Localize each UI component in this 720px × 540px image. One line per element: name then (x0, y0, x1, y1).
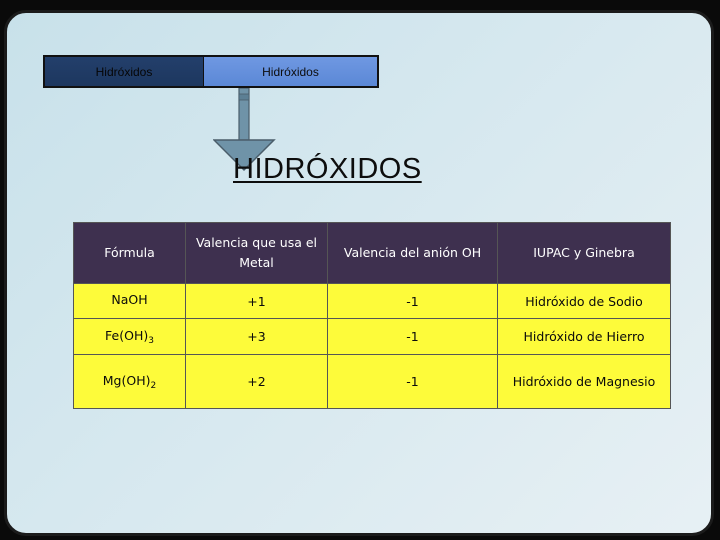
table-row (74, 355, 671, 409)
hydroxides-table (73, 222, 671, 409)
nav-tab-hidroxidos-2[interactable] (204, 57, 377, 86)
page-title: HIDRÓXIDOS (233, 153, 422, 185)
cell-valence-oh: -1 (328, 284, 498, 319)
table-row (74, 284, 671, 319)
slide (4, 10, 714, 536)
header-valence-metal: Valencia que usa el Metal (186, 223, 328, 284)
cell-valence-metal: +1 (186, 284, 328, 319)
header-valence-oh: Valencia del anión OH (328, 223, 498, 284)
cell-valence-metal: +2 (186, 355, 328, 409)
cell-valence-oh: -1 (328, 355, 498, 409)
cell-name: Hidróxido de Magnesio (498, 355, 671, 409)
nav-tab-label: Hidróxidos (95, 64, 153, 79)
table-header-row (74, 223, 671, 284)
cell-name: Hidróxido de Sodio (498, 284, 671, 319)
cell-formula: $Fe(OH)_3$ (74, 319, 186, 355)
header-formula: Fórmula (74, 223, 186, 284)
cell-name: Hidróxido de Hierro (498, 319, 671, 355)
header-iupac-name: IUPAC y Ginebra (498, 223, 671, 284)
nav-tab-label: Hidróxidos (262, 64, 319, 79)
nav-tab-hidroxidos-1[interactable] (45, 57, 204, 86)
cell-valence-metal: +3 (186, 319, 328, 355)
cell-formula: $Mg(OH)_2$ (74, 355, 186, 409)
table-row (74, 319, 671, 355)
cell-formula: NaOH (74, 284, 186, 319)
nav-bar (43, 55, 379, 88)
cell-valence-oh: -1 (328, 319, 498, 355)
